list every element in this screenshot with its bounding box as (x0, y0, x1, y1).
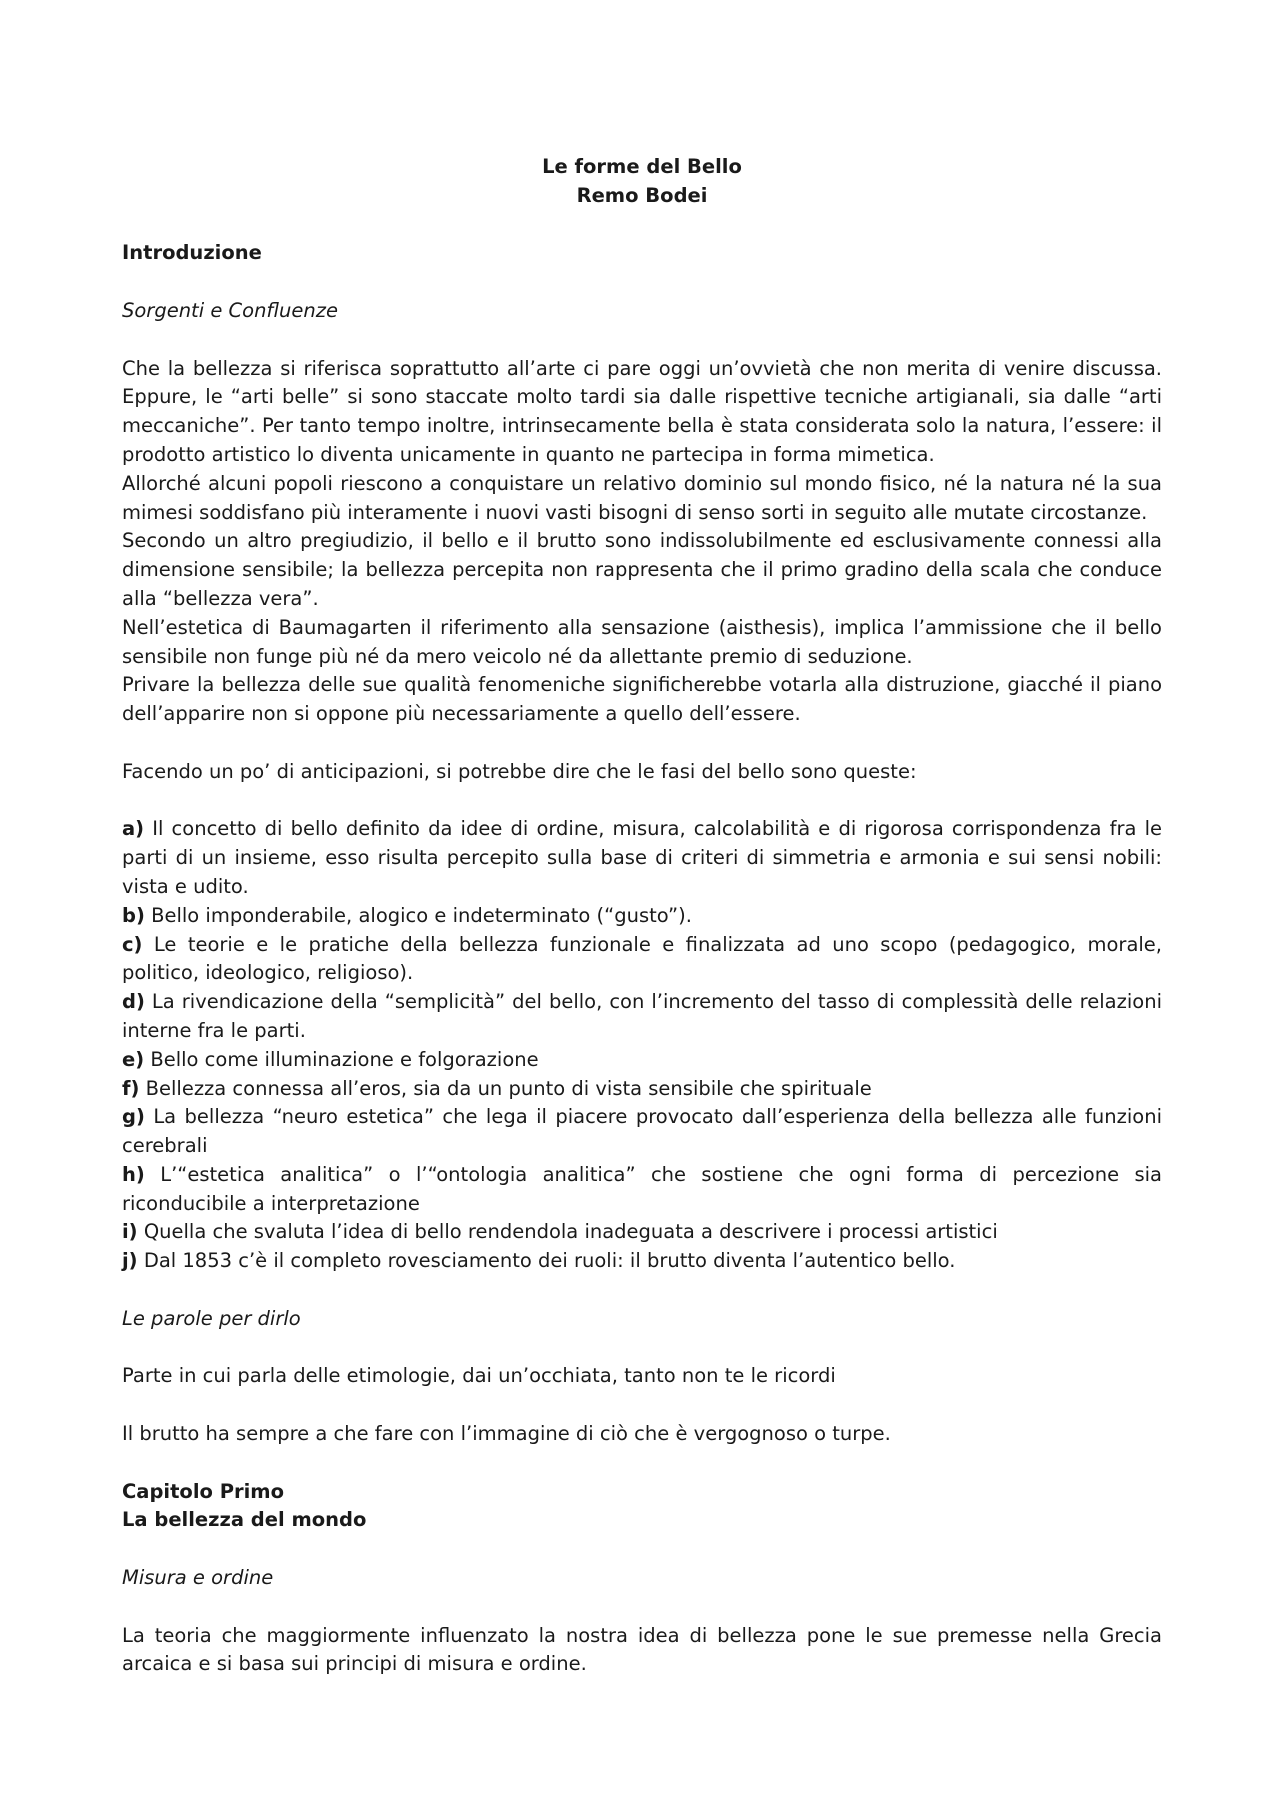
list-item-text: Bello imponderabile, alogico e indeterminato (“gusto”). (151, 903, 692, 927)
list-marker: f) (122, 1076, 140, 1100)
paragraph: Privare la bellezza delle sue qualità fenomeniche significherebbe votarla alla distruzione, giacché il piano dell’apparire non si oppone più necessariamente a quello dell’essere. (122, 673, 1162, 726)
document-author: Remo Bodei (576, 183, 708, 207)
list-item-text: Bello come illuminazione e folgorazione (150, 1047, 539, 1071)
document-title: Le forme del Bello (542, 155, 742, 178)
paragraph: Parte in cui parla delle etimologie, dai un’occhiata, tanto non te le ricordi (122, 1364, 836, 1388)
list-item-text: L’“estetica analitica” o l’“ontologia analitica” che sostiene che ogni forma di percezione sia riconducibile a interpretazione (122, 1162, 1162, 1215)
list-item (122, 1103, 1162, 1161)
list-marker: d) (122, 990, 145, 1014)
list-marker: i) (122, 1220, 138, 1244)
list-item (122, 988, 1162, 1046)
list-marker: h) (122, 1162, 145, 1186)
section-heading-misura: Misura e ordine (122, 1566, 274, 1590)
document-page (122, 153, 1162, 1708)
list-marker: a) (122, 817, 145, 841)
paragraph: La teoria che maggiormente influenzato la nostra idea di bellezza pone le sue premesse nella Grecia arcaica e si basa sui principi di misura e ordine. (122, 1623, 1162, 1676)
list-item-text: La rivendicazione della “semplicità” del bello, con l’incremento del tasso di complessità delle relazioni interne fra le parti. (122, 990, 1162, 1042)
paragraph: Che la bellezza si riferisca soprattutto all’arte ci pare oggi un’ovvietà che non merita di venire discussa. Eppure, le “arti belle” si sono staccate molto tardi sia dalle rispettive tecniche artigianali, sia dalle “arti meccaniche”. Per tanto tempo inoltre, intrinsecamente bella è stata considerata solo la natura, l’essere: il prodotto artistico lo diventa unicamente in quanto ne partecipa in forma mimetica. (122, 356, 1162, 466)
chapter-heading (122, 1478, 1162, 1536)
list-item (122, 1075, 1162, 1104)
list-marker: g) (122, 1105, 145, 1129)
list-marker: b) (122, 903, 145, 927)
list-item (122, 815, 1162, 901)
list-item-text: Quella che svaluta l’idea di bello rendendola inadeguata a descrivere i processi artistici (143, 1220, 998, 1244)
list-item-text: Bellezza connessa all’eros, sia da un punto di vista sensibile che spirituale (145, 1076, 872, 1100)
list-item (122, 1046, 1162, 1075)
list-item-text: Il concetto di bello definito da idee di ordine, misura, calcolabilità e di rigorosa corrispondenza fra le parti di un insieme, esso risulta percepito sulla base di criteri di simmetria e armonia e sui sensi nobili: vista e udito. (122, 817, 1162, 898)
chapter-label: Capitolo Primo (122, 1479, 285, 1503)
list-item (122, 931, 1162, 989)
list-marker: e) (122, 1047, 145, 1071)
list-marker: c) (122, 932, 143, 956)
paragraph: Il brutto ha sempre a che fare con l’immagine di ciò che è vergognoso o turpe. (122, 1422, 891, 1446)
list-item-text: Dal 1853 c’è il completo rovesciamento dei ruoli: il brutto diventa l’autentico bello. (143, 1249, 956, 1273)
paragraph: Nell’estetica di Baumagarten il riferimento alla sensazione (aisthesis), implica l’ammissione che il bello sensibile non funge più né da mero veicolo né da allettante premio di seduzione. (122, 615, 1162, 668)
list-item (122, 902, 1162, 931)
list-item (122, 1161, 1162, 1219)
section-heading-parole: Le parole per dirlo (122, 1306, 301, 1330)
phases-intro: Facendo un po’ di anticipazioni, si potrebbe dire che le fasi del bello sono queste: (122, 759, 917, 783)
list-item-text: Le teorie e le pratiche della bellezza funzionale e finalizzata ad uno scopo (pedagogico, morale, politico, ideologico, religioso). (122, 932, 1163, 985)
section-heading-sorgenti: Sorgenti e Confluenze (122, 298, 338, 322)
section-body-sorgenti (122, 355, 1162, 729)
phases-list (122, 815, 1162, 1276)
list-item (122, 1247, 1162, 1276)
list-item-text: La bellezza “neuro estetica” che lega il piacere provocato dall’esperienza della bellezza alle funzioni cerebrali (122, 1105, 1162, 1158)
paragraph: Secondo un altro pregiudizio, il bello e il brutto sono indissolubilmente ed esclusivamente connessi alla dimensione sensibile; la bellezza percepita non rappresenta che il primo gradino della scala che conduce alla “bellezza vera”. (122, 529, 1162, 610)
chapter-title: La bellezza del mondo (122, 1508, 367, 1532)
list-item (122, 1218, 1162, 1247)
list-marker: j) (122, 1249, 138, 1273)
paragraph: Allorché alcuni popoli riescono a conquistare un relativo dominio sul mondo fisico, né la natura né la sua mimesi soddisfano più interamente i nuovi vasti bisogni di senso sorti in seguito alle mutate circostanze. (122, 471, 1162, 524)
introduction-heading: Introduzione (122, 241, 262, 265)
title-block (122, 153, 1162, 211)
